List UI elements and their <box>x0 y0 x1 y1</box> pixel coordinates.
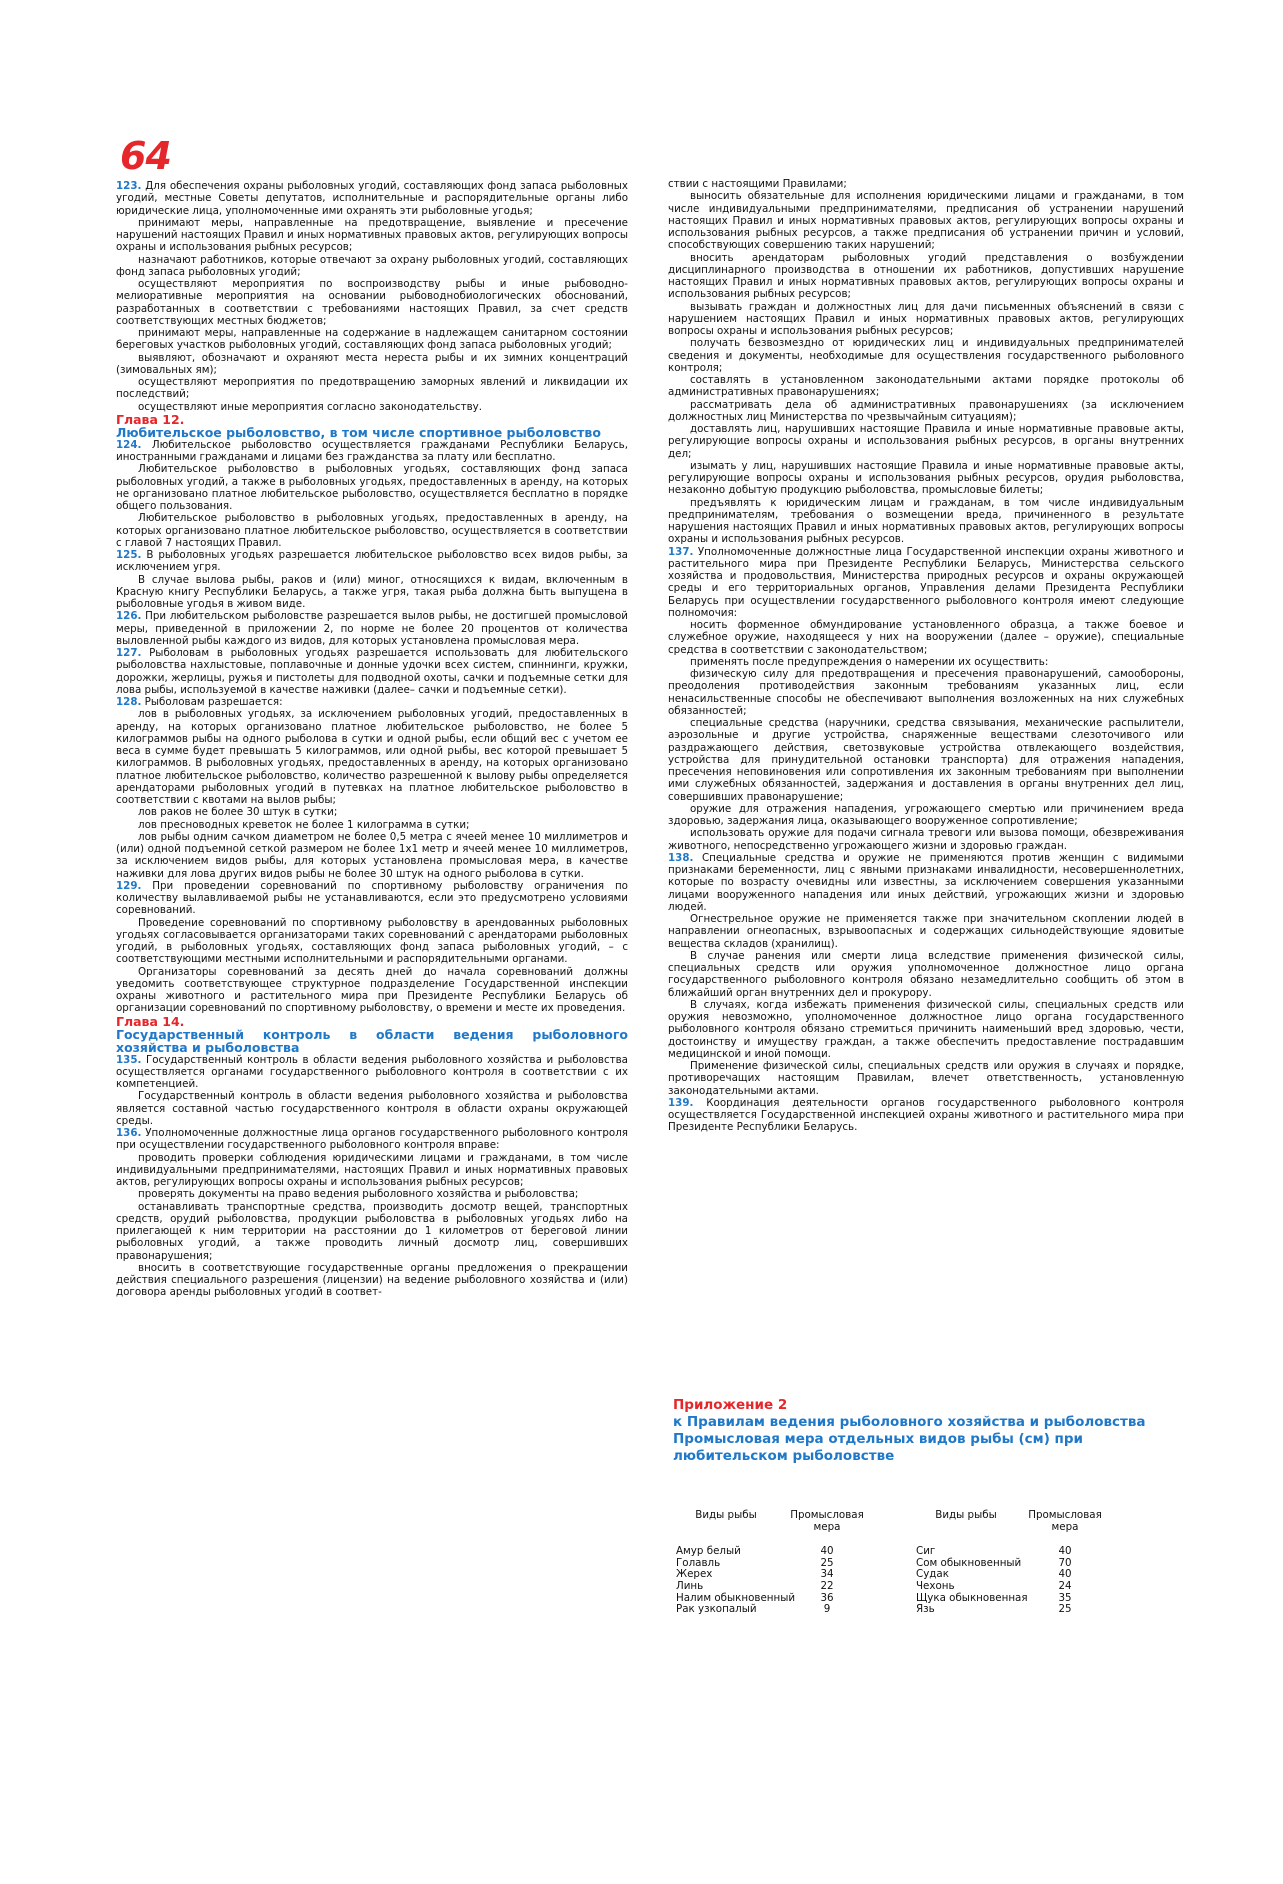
appendix-heading <box>673 1397 1193 1465</box>
clause-number: 138. <box>668 851 694 864</box>
species-cell: Линь <box>676 1580 704 1593</box>
species-cell: Голавль <box>676 1556 721 1569</box>
species-cell: Язь <box>916 1603 935 1616</box>
paragraph-text: При проведении соревнований по спортивному рыболовству ограничения по количеству вылавливаемой рыбы не устанавливаются, если это предусмотрено условиями соревнований. <box>116 879 628 917</box>
paragraph-text: назначают работников, которые отвечают за охрану рыболовных угодий, составляющих фонд запаса рыболовных угодий; <box>116 253 628 278</box>
paragraph-text: выявляют, обозначают и охраняют места нереста рыбы и их зимних концентраций (зимовальных ям); <box>116 351 628 376</box>
paragraph-text: Любительское рыболовство в рыболовных угодьях, составляющих фонд запаса рыболовных угодий, а также в рыболовных угодьях, предоставленных в аренду, на которых не организовано платное любительское рыболовство, осуществляется бесплатно в порядке общего пользования. <box>116 463 628 512</box>
size-cell: 40 <box>1058 1545 1072 1557</box>
paragraph <box>116 463 628 512</box>
header-measure-left-line-1: Промысловая <box>790 1509 864 1521</box>
species-cell: Налим обыкновенный <box>676 1591 796 1604</box>
paragraph <box>116 401 628 413</box>
species-cell: Амур белый <box>676 1545 741 1557</box>
paragraph <box>116 1090 628 1127</box>
paragraph-text: осуществляют мероприятия по предотвращению заморных явлений и ликвидации их последствий; <box>116 376 628 401</box>
chapter-number: Глава 12. <box>116 411 185 427</box>
size-cell: 35 <box>1058 1591 1072 1604</box>
paragraph-text: проверять документы на право ведения рыболовного хозяйства и рыболовства; <box>138 1188 579 1201</box>
paragraph <box>668 374 1184 399</box>
paragraph-text: останавливать транспортные средства, производить досмотр вещей, транспортных средств, орудий рыболовства, продукции рыболовства в рыболовных угодьях либо на прилегающей к ним территории на расстоянии до 1 километров от береговой линии рыболовных угодий, а также проводить личный досмотр лиц, совершивших правонарушения; <box>116 1200 628 1262</box>
table-body <box>676 1546 1136 1616</box>
paragraph-text: Организаторы соревнований за десять дней до начала соревнований должны уведомить соответствующее структурное подразделение Государственной инспекции охраны животного и растительного мира при Президенте Республики Беларусь об организации соревнований по спортивному рыболовству, о времени и месте их проведения. <box>116 965 628 1015</box>
species-cell: Рак узкопалый <box>676 1603 757 1616</box>
paragraph <box>116 376 628 401</box>
paragraph-text: вносить арендаторам рыболовных угодий представления о возбуждении дисциплинарного производства в отношении их работников, допустивших нарушение настоящих Правил и иных нормативных правовых актов, регулирующих вопросы охраны и использования рыбных ресурсов; <box>668 251 1184 301</box>
paragraph-text: специальные средства (наручники, средства связывания, механические распылители, аэрозольные и другие устройства, снаряженные веществами слезоточивого или раздражающего действия, светозвуковые устройства отвлекающего воздействия, устройства для принудительной остановки транспорта) для отражения нападения, пресечения неповиновения или сопротивления их законным требованиям при выполнении ими служебных обязанностей, задержания и доставления в органы внутренних дел лиц, совершивших правонарушение; <box>668 717 1184 803</box>
appendix-label: Приложение 2 <box>673 1397 788 1413</box>
species-cell: Жерех <box>676 1568 713 1581</box>
paragraph <box>116 831 628 880</box>
chapter-title: Любительское рыболовство, в том числе спортивное рыболовство <box>116 424 601 440</box>
paragraph-text: применять после предупреждения о намерении их осуществить: <box>690 655 1049 668</box>
table-header <box>676 1510 1136 1546</box>
paragraph-text: получать безвозмездно от юридических лиц и индивидуальных предпринимателей сведения и документы, необходимые для осуществления государственного рыболовного контроля; <box>668 337 1184 374</box>
paragraph <box>116 1188 628 1200</box>
appendix-title-line-2: любительском рыболовстве <box>673 1448 895 1464</box>
paragraph-text: Рыболовам разрешается: <box>141 696 283 708</box>
paragraph <box>116 1127 628 1152</box>
paragraph-text: вносить в соответствующие государственные органы предложения о прекращении действия специального разрешения (лицензии) на ведение рыболовного хозяйства и (или) договора аренды рыболовных угодий в соответ- <box>116 1261 628 1299</box>
left-column <box>116 180 628 1299</box>
paragraph <box>668 301 1184 338</box>
size-cell: 25 <box>820 1556 834 1569</box>
species-cell: Сиг <box>916 1545 936 1557</box>
paragraph <box>668 1060 1184 1097</box>
paragraph-text: лов пресноводных креветок не более 1 килограмма в сутки; <box>138 818 470 831</box>
clause-number: 136. <box>116 1127 142 1139</box>
paragraph <box>116 217 628 254</box>
paragraph-text: Рыболовам в рыболовных угодьях разрешается использовать для любительского рыболовства нахлыстовые, поплавочные и донные удочки всех систем, спиннинги, кружки, дорожки, жерлицы, ружья и пистолеты для подводной охоты, сачки и подъемные сетки для лова рыбы, используемой в качестве наживки (далее– сачки и подъемные сетки). <box>116 647 628 696</box>
table-row <box>676 1546 1136 1558</box>
header-species-right: Виды рыбы <box>935 1509 997 1521</box>
paragraph <box>116 327 628 352</box>
paragraph-text: Уполномоченные должностные лица органов государственного рыболовного контроля при осуществлении государственного рыболовного контроля вправе: <box>116 1127 628 1152</box>
size-cell: 34 <box>820 1568 834 1581</box>
paragraph <box>668 399 1184 424</box>
paragraph-text: выносить обязательные для исполнения юридическими лицами и гражданами, в том числе индивидуальными предпринимателями, предписания об устранении нарушений настоящих Правил и иных нормативных правовых актов, регулирующих вопросы охраны и использования рыбных ресурсов, а также предписания об устранении причин и условий, способствующих совершению таких нарушений; <box>668 190 1184 252</box>
paragraph-text: осуществляют иные мероприятия согласно законодательству. <box>138 400 483 413</box>
paragraph <box>668 190 1184 251</box>
clause-number: 128. <box>116 696 142 708</box>
paragraph <box>668 1097 1184 1134</box>
paragraph <box>668 827 1184 852</box>
paragraph <box>116 647 628 696</box>
paragraph <box>668 423 1184 460</box>
paragraph-text: составлять в установленном законодательными актами порядке протоколы об административных правонарушениях; <box>668 374 1184 399</box>
paragraph <box>116 439 628 464</box>
paragraph-text: Координация деятельности органов государственного рыболовного контроля осуществляется Государственной инспекцией охраны животного и растительного мира при Президенте Республики Беларусь. <box>668 1096 1184 1134</box>
paragraph <box>668 717 1184 803</box>
clause-number: 127. <box>116 647 142 659</box>
paragraph-text: рассматривать дела об административных правонарушениях (за исключением должностных лиц Министерства по чрезвычайным ситуациям); <box>668 398 1184 423</box>
paragraph <box>116 512 628 549</box>
paragraph <box>116 352 628 377</box>
paragraph-text: Специальные средства и оружие не применяются против женщин с видимыми признаками беременности, лиц с явными признаками инвалидности, несовершеннолетних, которые по возрасту очевидны или известны, за исключением совершения указанными лицами вооруженного нападения или иных действий, угрожающих жизни и здоровью людей. <box>668 851 1184 913</box>
paragraph <box>116 1201 628 1262</box>
species-cell: Щука обыкновенная <box>916 1591 1028 1604</box>
size-cell: 9 <box>823 1603 831 1616</box>
size-cell: 25 <box>1058 1603 1072 1616</box>
page-number: 64 <box>120 134 171 178</box>
paragraph-text: носить форменное обмундирование установленного образца, а также боевое и служебное оружие, находящееся у них на вооружении (далее – оружие), специальные средства в соответствии с законодательством; <box>668 619 1184 656</box>
size-cell: 22 <box>820 1580 834 1593</box>
clause-number: 126. <box>116 610 142 623</box>
paragraph <box>668 656 1184 668</box>
table-row <box>676 1581 1136 1593</box>
size-cell: 40 <box>1058 1568 1072 1581</box>
clause-number: 137. <box>668 545 694 558</box>
paragraph-text: ствии с настоящими Правилами; <box>668 178 847 190</box>
species-cell: Чехонь <box>916 1580 955 1593</box>
paragraph-text: Для обеспечения охраны рыболовных угодий, составляющих фонд запаса рыболовных угодий, местные Советы депутатов, исполнительные и распорядительные органы либо юридические лица, уполномоченные ими охранять эти рыболовные угодья; <box>116 180 628 217</box>
paragraph <box>116 549 628 574</box>
paragraph-text: лов рыбы одним сачком диаметром не более 0,5 метра с ячеей менее 10 миллиметров и (или) одной подъемной сеткой размером не более 1х1 метр и ячеей менее 10 миллиметров, за исключением видов рыбы, для которых установлена промысловая мера, в качестве наживки для лова других видов рыбы не более 30 штук на одного рыболова в сутки. <box>116 830 628 880</box>
paragraph <box>668 619 1184 656</box>
paragraph-text: В рыболовных угодьях разрешается любительское рыболовство всех видов рыбы, за исключением угря. <box>116 549 628 574</box>
paragraph <box>116 917 628 966</box>
paragraph <box>668 460 1184 497</box>
paragraph <box>116 1152 628 1189</box>
clause-number: 139. <box>668 1096 694 1109</box>
appendix-title-line-1: Промысловая мера отдельных видов рыбы (см) при <box>673 1431 1084 1447</box>
paragraph <box>668 803 1184 828</box>
paragraph <box>668 497 1184 546</box>
size-cell: 36 <box>820 1591 834 1604</box>
header-species-left: Виды рыбы <box>695 1509 757 1521</box>
paragraph-text: Государственный контроль в области ведения рыболовного хозяйства и рыболовства осуществляется органами государственного рыболовного контроля в соответствии с их компетенцией. <box>116 1053 628 1090</box>
paragraph-text: оружие для отражения нападения, угрожающего смертью или причинением вреда здоровью, задержания лица, оказывающего вооруженное сопротивление; <box>668 802 1184 827</box>
paragraph-text: В случае ранения или смерти лица вследствие применения физической силы, специальных средств или оружия уполномоченное должностное лицо органа государственного рыболовного контроля обязано незамедлительно сообщить об этом в ближайший орган внутренних дел и прокурору. <box>668 949 1184 999</box>
header-measure-right-line-1: Промысловая <box>1028 1509 1102 1521</box>
paragraph-text: Применение физической силы, специальных средств или оружия в случаях и порядке, противоречащих настоящим Правилам, влечет ответственность, установленную законодательными актами. <box>668 1060 1184 1097</box>
clause-number: 129. <box>116 879 142 892</box>
paragraph-text: В случае вылова рыбы, раков и (или) миног, относящихся к видам, включенным в Красную книгу Республики Беларусь, а также угря, такая рыба должна быть выпущена в рыболовные угодья в живом виде. <box>116 573 628 610</box>
paragraph <box>116 806 628 818</box>
paragraph <box>116 610 628 647</box>
paragraph-text: принимают меры, направленные на содержание в надлежащем санитарном состоянии береговых участков рыболовных угодий, составляющих фонд запаса рыболовных угодий; <box>116 327 628 352</box>
paragraph-text: Государственный контроль в области ведения рыболовного хозяйства и рыболовства является составной частью государственного контроля в области охраны окружающей среды. <box>116 1090 628 1127</box>
paragraph <box>116 966 628 1015</box>
table-row <box>676 1604 1136 1616</box>
paragraph-text: лов раков не более 30 штук в сутки; <box>138 806 338 819</box>
paragraph-text: принимают меры, направленные на предотвращение, выявление и пресечение нарушений настоящих Правил и иных нормативных правовых актов, регулирующих вопросы охраны и использования рыбных ресурсов; <box>116 216 628 254</box>
paragraph <box>668 852 1184 913</box>
paragraph-text: использовать оружие для подачи сигнала тревоги или вызова помощи, обезвреживания животного, непосредственно угрожающего жизни и здоровью граждан. <box>668 827 1184 852</box>
size-cell: 70 <box>1058 1556 1072 1569</box>
paragraph-text: осуществляют мероприятия по воспроизводству рыбы и иные рыбоводно-мелиоративные мероприятия на основании рыбоводнобиологических обоснований, разработанных в соответствии с требованиями настоящих Правил, за счет средств соответствующих местных бюджетов; <box>116 278 628 327</box>
paragraph-text: изымать у лиц, нарушивших настоящие Правила и иные нормативные правовые акты, регулирующие вопросы охраны и использования рыбных ресурсов, орудия рыболовства, незаконно добытую продукцию рыболовства, промысловые билеты; <box>668 459 1184 497</box>
header-measure-left-line-2: мера <box>813 1520 841 1533</box>
paragraph-text: Любительское рыболовство в рыболовных угодьях, предоставленных в аренду, на которых организовано платное любительское рыболовство, осуществляется в соответствии с главой 7 настоящих Правил. <box>116 512 628 549</box>
size-cell: 40 <box>820 1545 834 1557</box>
paragraph <box>116 180 628 217</box>
paragraph <box>116 574 628 611</box>
appendix-subtitle: к Правилам ведения рыболовного хозяйства и рыболовства <box>673 1414 1146 1430</box>
chapter-title: Государственный контроль в области ведения рыболовного хозяйства и рыболовства <box>116 1026 628 1055</box>
paragraph-text: проводить проверки соблюдения юридическими лицами и гражданами, в том числе индивидуальными предпринимателями, настоящих Правил и иных нормативных правовых актов, регулирующих вопросы охраны и использования рыбных ресурсов; <box>116 1151 628 1188</box>
paragraph <box>668 546 1184 620</box>
paragraph-text: Огнестрельное оружие не применяется также при значительном скоплении людей в направлении огнеопасных, взрывоопасных и содержащих сильнодействующие ядовитые вещества складов (хранилищ). <box>668 913 1184 950</box>
paragraph <box>668 950 1184 999</box>
paragraph-text: доставлять лиц, нарушивших настоящие Правила и иные нормативные правовые акты, регулирующие вопросы охраны и использования рыбных ресурсов, в органы внутренних дел; <box>668 423 1184 460</box>
paragraph <box>116 708 628 806</box>
clause-number: 135. <box>116 1053 142 1066</box>
size-cell: 24 <box>1058 1580 1072 1593</box>
paragraph <box>116 1054 628 1091</box>
paragraph <box>668 999 1184 1060</box>
header-measure-right-line-2: мера <box>1051 1520 1079 1533</box>
paragraph-text: Проведение соревнований по спортивному рыболовству в арендованных рыболовных угодьях согласовывается организаторами таких соревнований с арендаторами рыболовных угодий, в рыболовных угодьях, составляющих фонд запаса рыболовных угодий, – с соответствующими местными исполнительными и распорядительными органами. <box>116 916 628 966</box>
clause-number: 125. <box>116 549 142 561</box>
header-measure-right <box>1020 1510 1110 1533</box>
paragraph-text: предъявлять к юридическим лицам и гражданам, в том числе индивидуальным предпринимателям, требования о возмещении вреда, причиненного в результате нарушения настоящих Правил и иных нормативных правовых актов, регулирующих вопросы охраны и использования рыбных ресурсов. <box>668 496 1184 546</box>
paragraph <box>116 278 628 327</box>
header-measure-left <box>782 1510 872 1533</box>
paragraph <box>668 337 1184 374</box>
clause-number: 123. <box>116 180 142 192</box>
chapter-number: Глава 14. <box>116 1013 185 1029</box>
right-column <box>668 178 1184 1134</box>
paragraph-text: При любительском рыболовстве разрешается вылов рыбы, не достигшей промысловой меры, приведенной в приложении 2, по норме не более 20 процентов от количества выловленной рыбы каждого из видов, для которых установлена промысловая мера. <box>116 610 628 647</box>
paragraph <box>116 819 628 831</box>
paragraph <box>116 880 628 917</box>
paragraph-text: В случаях, когда избежать применения физической силы, специальных средств или оружия невозможно, уполномоченное должностное лицо органа государственного рыболовного контроля обязано стремиться причинить наименьший вред здоровью, чести, достоинству и имуществу граждан, а также обеспечить предоставление пострадавшим медицинской и иной помощи. <box>668 998 1184 1060</box>
paragraph <box>668 178 1184 190</box>
paragraph-text: Любительское рыболовство осуществляется гражданами Республики Беларусь, иностранными гражданами и лицами без гражданства за плату или бесплатно. <box>116 438 628 463</box>
paragraph-text: Уполномоченные должностные лица Государственной инспекции охраны животного и растительного мира при Президенте Республики Беларусь, Министерства сельского хозяйства и продовольствия, Министерства природных ресурсов и охраны окружающей среды и его территориальных органов, Управления делами Президента Республики Беларусь при осуществлении государственного рыболовного контроля имеют следующие полномочия: <box>668 545 1184 619</box>
paragraph <box>668 252 1184 301</box>
paragraph <box>116 696 628 708</box>
paragraph <box>116 254 628 279</box>
fish-size-table <box>676 1510 1136 1616</box>
species-cell: Сом обыкновенный <box>916 1556 1022 1569</box>
paragraph-text: лов в рыболовных угодьях, за исключением рыболовных угодий, предоставленных в аренду, на которых организовано платное любительское рыболовство, не более 5 килограммов рыбы на одного рыболова в сутки и одной рыбы, если общий вес с учетом ее веса в сумме будет превышать 5 килограммов, или одной рыбы, вес которой превышает 5 килограммов. В рыболовных угодьях, предоставленных в аренду, на которых организовано платное любительское рыболовство, количество разрешенной к вылову рыбы определяется арендаторами рыболовных угодий в путевках на платное любительское рыболовство в соответствии с квотами на вылов рыбы; <box>116 708 628 806</box>
clause-number: 124. <box>116 438 142 451</box>
paragraph <box>668 913 1184 950</box>
paragraph <box>116 1262 628 1299</box>
paragraph <box>668 668 1184 717</box>
paragraph-text: физическую силу для предотвращения и пресечения правонарушений, самообороны, преодоления противодействия законным требованиям указанных лиц, если ненасильственные способы не обеспечивают выполнения возложенных на них служебных обязанностей; <box>668 668 1184 717</box>
species-cell: Судак <box>916 1568 949 1581</box>
paragraph-text: вызывать граждан и должностных лиц для дачи письменных объяснений в связи с нарушением настоящих Правил и иных нормативных правовых актов, регулирующих вопросы охраны и использования рыбных ресурсов; <box>668 300 1184 337</box>
